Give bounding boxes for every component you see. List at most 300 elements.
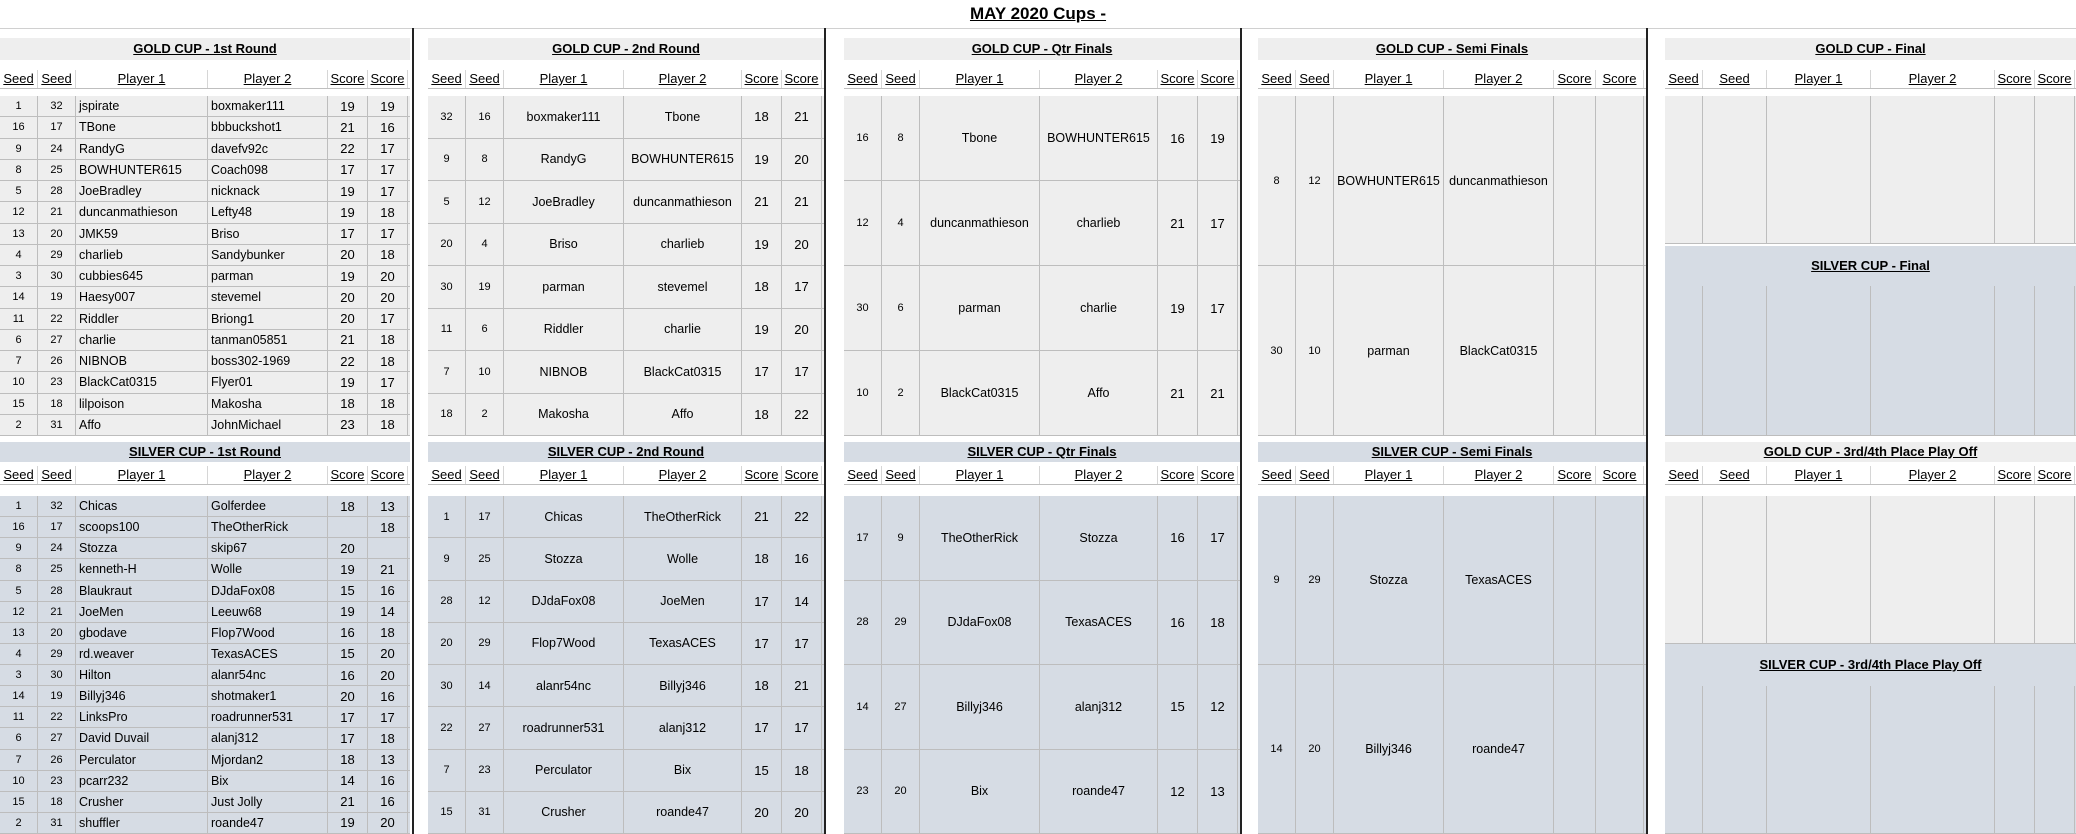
player-2: duncanmathieson (1444, 96, 1554, 265)
seed-header-2: Seed (466, 466, 504, 484)
player2-header: Player 2 (1040, 466, 1158, 484)
match-row (428, 750, 824, 792)
match-row (844, 351, 1240, 436)
match-row (0, 538, 410, 559)
match-row (0, 581, 410, 602)
seed-2 (1703, 496, 1767, 643)
score-2: 20 (368, 266, 408, 286)
seed-1: 5 (0, 581, 38, 601)
player-1: Flop7Wood (504, 623, 624, 664)
score-2 (1596, 496, 1644, 664)
section-title: SILVER CUP - 1st Round (0, 442, 410, 462)
score-2: 18 (368, 728, 408, 748)
match-row (0, 351, 410, 372)
player-2: Briong1 (208, 309, 328, 329)
match-row (428, 394, 824, 437)
score-2: 18 (368, 245, 408, 265)
page-title: MAY 2020 Cups - (0, 0, 2076, 29)
player-1: DJdaFox08 (920, 581, 1040, 665)
score-1: 20 (328, 309, 368, 329)
seed-1: 18 (428, 394, 466, 436)
seed-1: 11 (0, 707, 38, 727)
seed-1: 2 (0, 813, 38, 833)
player-1: RandyG (76, 139, 208, 159)
seed-2: 14 (466, 665, 504, 706)
score-2: 16 (368, 581, 408, 601)
score-header-1: Score (328, 70, 368, 88)
seed-2: 19 (466, 266, 504, 308)
player-2: Makosha (208, 394, 328, 414)
score-header-2: Score (368, 70, 408, 88)
player-1: Blaukraut (76, 581, 208, 601)
player-1: JoeMen (76, 602, 208, 622)
seed-2: 22 (38, 707, 76, 727)
match-row (0, 372, 410, 393)
seed-2: 18 (38, 394, 76, 414)
score-2: 14 (782, 581, 822, 622)
column-headers (1665, 466, 2076, 485)
seed-header-2: Seed (1296, 70, 1334, 88)
player1-header: Player 1 (1767, 466, 1871, 484)
player-2: BOWHUNTER615 (1040, 96, 1158, 180)
score-1: 21 (742, 181, 782, 223)
player-2: TheOtherRick (208, 517, 328, 537)
seed-1 (1665, 686, 1703, 833)
section-title: SILVER CUP - 2nd Round (428, 442, 824, 462)
column-headers (0, 466, 410, 485)
seed-2 (1703, 96, 1767, 243)
column-divider-3 (1240, 28, 1242, 834)
player-2: TheOtherRick (624, 496, 742, 537)
seed-2: 27 (38, 330, 76, 350)
player-2 (1871, 496, 1995, 643)
score-2: 20 (782, 139, 822, 181)
section-title: SILVER CUP - Qtr Finals (844, 442, 1240, 462)
seed-1: 16 (844, 96, 882, 180)
seed-1: 7 (0, 351, 38, 371)
score-1: 17 (742, 707, 782, 748)
player2-header: Player 2 (624, 70, 742, 88)
match-row (428, 351, 824, 394)
match-rows (1665, 286, 2076, 436)
player-1: alanr54nc (504, 665, 624, 706)
section-title: GOLD CUP - Final (1665, 38, 2076, 60)
player-1: DJdaFox08 (504, 581, 624, 622)
player-1: scoops100 (76, 517, 208, 537)
player-2: Flyer01 (208, 372, 328, 392)
column-headers (0, 70, 410, 89)
score-1 (1554, 266, 1596, 435)
seed-2: 2 (466, 394, 504, 436)
player-1: Chicas (76, 496, 208, 516)
score-2 (1596, 96, 1644, 265)
score-1: 21 (328, 792, 368, 812)
score-header-2: Score (2035, 70, 2075, 88)
score-1: 18 (328, 496, 368, 516)
match-rows (428, 96, 824, 436)
seed-1: 4 (0, 644, 38, 664)
score-1: 17 (328, 160, 368, 180)
seed-header-1: Seed (1665, 70, 1703, 88)
player-2: Golferdee (208, 496, 328, 516)
score-2: 16 (368, 771, 408, 791)
score-2 (2035, 96, 2075, 243)
player-1: cubbies645 (76, 266, 208, 286)
seed-2: 32 (38, 496, 76, 516)
player2-header: Player 2 (1444, 70, 1554, 88)
column-headers (844, 466, 1240, 485)
seed-header-2: Seed (1296, 466, 1334, 484)
seed-2: 31 (38, 813, 76, 833)
seed-1: 15 (0, 792, 38, 812)
seed-2: 12 (466, 581, 504, 622)
player2-header: Player 2 (1040, 70, 1158, 88)
seed-2: 10 (1296, 266, 1334, 435)
player-1: NIBNOB (504, 351, 624, 393)
score-1: 19 (328, 372, 368, 392)
score-2: 20 (368, 644, 408, 664)
seed-2: 24 (38, 139, 76, 159)
match-row (844, 266, 1240, 351)
seed-1: 28 (844, 581, 882, 665)
match-row (428, 707, 824, 749)
seed-2: 20 (1296, 665, 1334, 833)
player-2: TexasACES (1040, 581, 1158, 665)
match-rows (844, 496, 1240, 834)
player-1: charlie (76, 330, 208, 350)
seed-1: 14 (0, 287, 38, 307)
score-2: 21 (1198, 351, 1238, 435)
player-1: JoeBradley (504, 181, 624, 223)
score-1: 20 (742, 792, 782, 833)
player-1: Perculator (76, 750, 208, 770)
match-row (0, 707, 410, 728)
seed-2: 29 (1296, 496, 1334, 664)
player-1: Stozza (1334, 496, 1444, 664)
match-row (428, 309, 824, 352)
score-2: 20 (368, 287, 408, 307)
score-1: 18 (742, 538, 782, 579)
seed-1: 16 (0, 517, 38, 537)
player-2: Sandybunker (208, 245, 328, 265)
match-row (428, 139, 824, 182)
match-row (0, 771, 410, 792)
player-2: Affo (1040, 351, 1158, 435)
player-1: duncanmathieson (920, 181, 1040, 265)
score-2: 20 (782, 309, 822, 351)
player-1: Billyj346 (920, 665, 1040, 749)
player-1: BlackCat0315 (920, 351, 1040, 435)
match-row (0, 181, 410, 202)
score-1: 18 (742, 394, 782, 436)
player-2: parman (208, 266, 328, 286)
player-2: shotmaker1 (208, 686, 328, 706)
player-1: Riddler (504, 309, 624, 351)
seed-1: 6 (0, 330, 38, 350)
score-1: 16 (328, 623, 368, 643)
score-2: 20 (368, 665, 408, 685)
seed-2: 10 (466, 351, 504, 393)
seed-1: 28 (428, 581, 466, 622)
match-row (0, 496, 410, 517)
match-row (428, 266, 824, 309)
player-2: BlackCat0315 (1444, 266, 1554, 435)
score-2 (2035, 286, 2075, 435)
score-1 (328, 517, 368, 537)
seed-header-2: Seed (1703, 466, 1767, 484)
match-row (0, 117, 410, 138)
score-2: 13 (368, 496, 408, 516)
player-1: Stozza (76, 538, 208, 558)
seed-2: 2 (882, 351, 920, 435)
score-1 (1995, 496, 2035, 643)
score-2: 18 (368, 351, 408, 371)
player-1: jspirate (76, 96, 208, 116)
seed-header-1: Seed (844, 466, 882, 484)
score-2: 19 (1198, 96, 1238, 180)
seed-header-1: Seed (1665, 466, 1703, 484)
player-1: Perculator (504, 750, 624, 791)
player-2: roande47 (1444, 665, 1554, 833)
player-2: Just Jolly (208, 792, 328, 812)
score-1: 19 (1158, 266, 1198, 350)
player-1: TheOtherRick (920, 496, 1040, 580)
match-row (0, 792, 410, 813)
score-2: 17 (368, 160, 408, 180)
match-row (428, 581, 824, 623)
seed-1: 16 (0, 117, 38, 137)
seed-1: 20 (428, 623, 466, 664)
seed-2: 8 (466, 139, 504, 181)
seed-2: 30 (38, 665, 76, 685)
score-1: 17 (328, 728, 368, 748)
player1-header: Player 1 (504, 466, 624, 484)
seed-2: 29 (466, 623, 504, 664)
player-2: Flop7Wood (208, 623, 328, 643)
score-1: 21 (1158, 351, 1198, 435)
score-header-2: Score (782, 466, 822, 484)
seed-1: 15 (428, 792, 466, 833)
score-1: 20 (328, 686, 368, 706)
seed-header-2: Seed (1703, 70, 1767, 88)
score-header-1: Score (1554, 466, 1596, 484)
seed-1: 9 (0, 139, 38, 159)
player-1: boxmaker111 (504, 96, 624, 138)
seed-1: 13 (0, 623, 38, 643)
score-1: 17 (742, 351, 782, 393)
score-2: 20 (368, 813, 408, 833)
seed-2: 28 (38, 581, 76, 601)
player-1: JMK59 (76, 224, 208, 244)
score-1: 21 (1158, 181, 1198, 265)
column-divider-2 (824, 28, 826, 834)
player-2: JoeMen (624, 581, 742, 622)
match-row (0, 813, 410, 834)
score-2: 21 (782, 181, 822, 223)
player-2: BlackCat0315 (624, 351, 742, 393)
seed-2: 23 (38, 372, 76, 392)
score-2: 18 (782, 750, 822, 791)
player-2 (1871, 96, 1995, 243)
seed-1: 9 (428, 538, 466, 579)
seed-header-1: Seed (428, 70, 466, 88)
section-title: SILVER CUP - 3rd/4th Place Play Off (1665, 644, 2076, 686)
player-1: TBone (76, 117, 208, 137)
player1-header: Player 1 (920, 70, 1040, 88)
score-1: 19 (328, 602, 368, 622)
score-1: 19 (328, 202, 368, 222)
score-1: 19 (742, 139, 782, 181)
player-1: pcarr232 (76, 771, 208, 791)
player-2: skip67 (208, 538, 328, 558)
match-row (844, 665, 1240, 750)
score-header-2: Score (1198, 70, 1238, 88)
player-1 (1767, 286, 1871, 435)
seed-2: 12 (1296, 96, 1334, 265)
seed-1 (1665, 496, 1703, 643)
player-2: Tbone (624, 96, 742, 138)
seed-1: 3 (0, 665, 38, 685)
seed-header-1: Seed (0, 70, 38, 88)
column-headers (1665, 70, 2076, 89)
section-title: GOLD CUP - Semi Finals (1258, 38, 1646, 60)
player-2: nicknack (208, 181, 328, 201)
score-1: 16 (1158, 96, 1198, 180)
score-1: 17 (742, 581, 782, 622)
column-headers (1258, 70, 1646, 89)
score-2: 20 (782, 224, 822, 266)
player-2 (1871, 686, 1995, 833)
seed-2: 26 (38, 750, 76, 770)
match-rows (1665, 686, 2076, 834)
player1-header: Player 1 (1767, 70, 1871, 88)
player-1 (1767, 686, 1871, 833)
seed-1: 9 (428, 139, 466, 181)
seed-2: 4 (882, 181, 920, 265)
section-title: GOLD CUP - 3rd/4th Place Play Off (1665, 442, 2076, 462)
match-row (0, 686, 410, 707)
player1-header: Player 1 (504, 70, 624, 88)
match-rows (1665, 496, 2076, 644)
empty-row (1665, 286, 2076, 436)
seed-1: 5 (0, 181, 38, 201)
seed-2: 25 (466, 538, 504, 579)
score-2: 18 (368, 394, 408, 414)
player-1: parman (504, 266, 624, 308)
score-header-1: Score (1554, 70, 1596, 88)
seed-1: 7 (428, 351, 466, 393)
score-2: 17 (1198, 266, 1238, 350)
match-row (0, 644, 410, 665)
seed-1: 22 (428, 707, 466, 748)
match-row (428, 665, 824, 707)
score-1: 17 (328, 707, 368, 727)
player-1: David Duvail (76, 728, 208, 748)
score-1: 22 (328, 139, 368, 159)
seed-2: 19 (38, 686, 76, 706)
player-1: rd.weaver (76, 644, 208, 664)
player1-header: Player 1 (76, 466, 208, 484)
seed-1: 3 (0, 266, 38, 286)
score-2: 17 (368, 224, 408, 244)
match-row (0, 287, 410, 308)
seed-1: 8 (0, 160, 38, 180)
column-headers (428, 70, 824, 89)
player-2: Stozza (1040, 496, 1158, 580)
match-row (428, 496, 824, 538)
player-1: BOWHUNTER615 (76, 160, 208, 180)
match-row (0, 728, 410, 749)
player-2: davefv92c (208, 139, 328, 159)
seed-2: 23 (38, 771, 76, 791)
match-row (1258, 496, 1646, 665)
player-2: bbbuckshot1 (208, 117, 328, 137)
seed-2: 18 (38, 792, 76, 812)
seed-1: 14 (844, 665, 882, 749)
match-row (1258, 665, 1646, 834)
seed-2: 21 (38, 202, 76, 222)
seed-1: 5 (428, 181, 466, 223)
match-row (1258, 96, 1646, 266)
seed-1: 12 (0, 602, 38, 622)
score-2: 17 (368, 181, 408, 201)
score-1: 20 (328, 245, 368, 265)
seed-1: 11 (428, 309, 466, 351)
seed-1 (1665, 96, 1703, 243)
match-row (0, 139, 410, 160)
player-1 (1767, 96, 1871, 243)
seed-1: 12 (0, 202, 38, 222)
score-2 (1596, 665, 1644, 833)
seed-header-2: Seed (38, 70, 76, 88)
seed-2: 29 (38, 644, 76, 664)
match-row (428, 538, 824, 580)
player-2: Affo (624, 394, 742, 436)
seed-1: 1 (428, 496, 466, 537)
column-divider-1 (412, 28, 414, 834)
player-2: duncanmathieson (624, 181, 742, 223)
seed-1: 7 (428, 750, 466, 791)
score-header-1: Score (742, 466, 782, 484)
score-1: 19 (328, 559, 368, 579)
player-1: parman (1334, 266, 1444, 435)
score-1: 16 (1158, 581, 1198, 665)
player-1: NIBNOB (76, 351, 208, 371)
score-2 (2035, 496, 2075, 643)
seed-header-2: Seed (882, 466, 920, 484)
score-1: 12 (1158, 750, 1198, 834)
player-2: JohnMichael (208, 415, 328, 435)
player1-header: Player 1 (1334, 466, 1444, 484)
seed-2: 25 (38, 160, 76, 180)
match-row (844, 96, 1240, 181)
player-2: roande47 (208, 813, 328, 833)
score-header-2: Score (1596, 466, 1644, 484)
match-row (844, 496, 1240, 581)
player-2: roande47 (1040, 750, 1158, 834)
seed-2: 28 (38, 181, 76, 201)
match-row (0, 160, 410, 181)
match-row (0, 559, 410, 580)
match-rows (1258, 96, 1646, 436)
match-rows (0, 96, 410, 436)
score-1: 18 (742, 266, 782, 308)
match-row (428, 96, 824, 139)
player-2: TexasACES (1444, 496, 1554, 664)
score-header-1: Score (328, 466, 368, 484)
match-row (0, 202, 410, 223)
player-2: TexasACES (624, 623, 742, 664)
